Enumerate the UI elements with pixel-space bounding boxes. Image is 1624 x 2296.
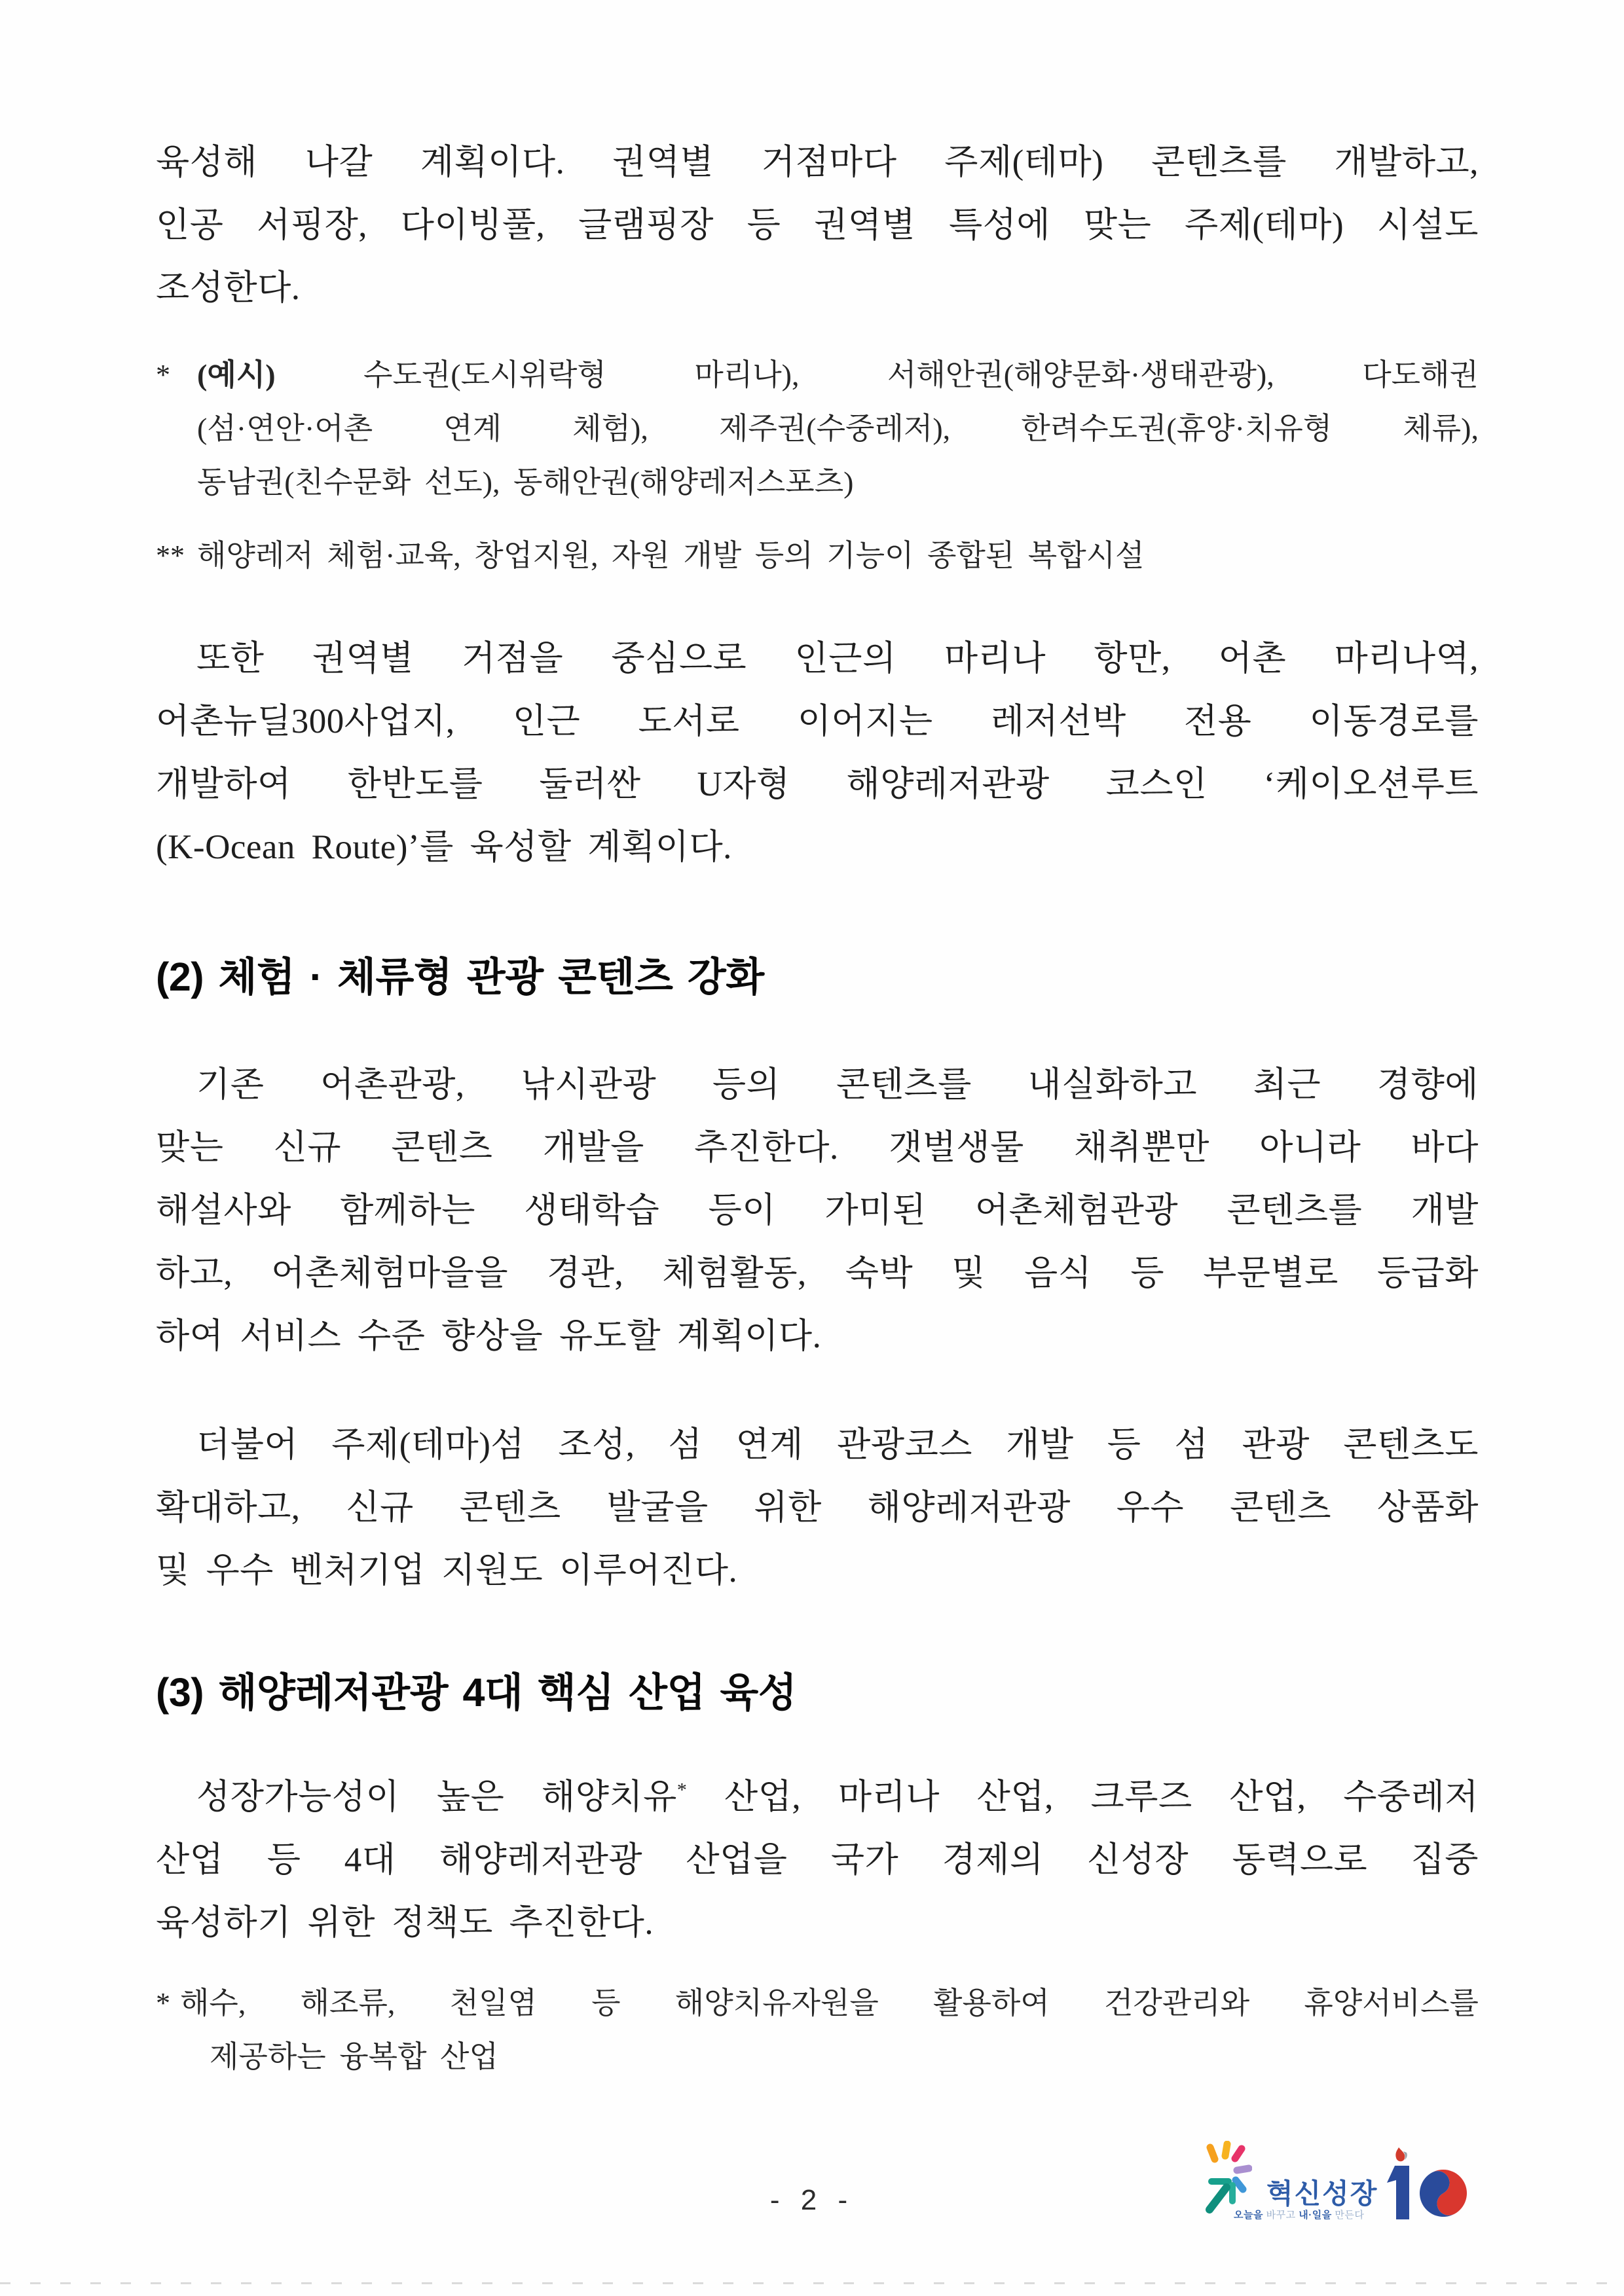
body-line: 어촌뉴딜300사업지, 인근 도서로 이어지는 레저선박 전용 이동경로를 (156, 702, 1479, 740)
footnote-marker: * (156, 1987, 170, 2019)
paragraph-region-plan (156, 131, 1479, 319)
starburst-arrow-icon (1205, 2141, 1252, 2214)
body-line: 확대하고, 신규 콘텐츠 발굴을 위한 해양레저관광 우수 콘텐츠 상품화 (156, 1489, 1479, 1527)
anniversary-100-icon (1383, 2146, 1477, 2226)
footnote-line: 해수, 해조류, 천일염 등 해양치유자원을 활용하여 건강관리와 휴양서비스를 (180, 1986, 1479, 2020)
footnote-label: (예시) (197, 358, 276, 392)
paragraph-experience-content (156, 1053, 1479, 1368)
body-line: 성장가능성이 높은 해양치유* 산업, 마리나 산업, 크루즈 산업, 수중레저 (196, 1778, 1479, 1816)
body-line: 또한 권역별 거점을 중심으로 인근의 마리나 항만, 어촌 마리나역, (196, 640, 1479, 678)
paragraph-k-ocean-route (156, 627, 1479, 879)
paragraph-core-industries (156, 1766, 1479, 1954)
footnote-marker: * (156, 359, 170, 391)
body-line: 하고, 어촌체험마을을 경관, 체험활동, 숙박 및 음식 등 부문별로 등급화 (156, 1254, 1479, 1292)
body-line: 인공 서핑장, 다이빙풀, 글램핑장 등 권역별 특성에 맞는 주제(테마) 시설도 (156, 206, 1479, 244)
footnote-body (197, 348, 1479, 509)
brand-tagline: 오늘을 바꾸고 내·일을 만든다 (1234, 2210, 1365, 2221)
innovation-growth-logo (1205, 2140, 1477, 2231)
body-line: 조성한다. (156, 269, 301, 307)
body-line: 기존 어촌관광, 낚시관광 등의 콘텐츠를 내실화하고 최근 경향에 (196, 1066, 1479, 1104)
footnote-line: (예시) 수도권(도시위락형 마리나), 서해안권(해양문화·생태관광), 다도해권 (197, 358, 1479, 392)
body-line: 육성하기 위한 정책도 추진한다. (156, 1904, 654, 1942)
body-line: 더불어 주제(테마)섬 조성, 섬 연계 관광코스 개발 등 섬 관광 콘텐츠도 (196, 1426, 1479, 1464)
footnote-facility (156, 529, 1479, 583)
body-line: 및 우수 벤처기업 지원도 이루어진다. (156, 1552, 738, 1590)
scan-artifact-line (0, 2282, 1624, 2284)
footnote-line: (섬·연안·어촌 연계 체험), 제주권(수중레저), 한려수도권(휴양·치유형 체류), (197, 412, 1479, 445)
section-heading-2: (2) 체험 · 체류형 관광 콘텐츠 강화 (156, 955, 764, 999)
footnote-line: 해양레저 체험·교육, 창업지원, 자원 개발 등의 기능이 종합된 복합시설 (197, 539, 1145, 572)
paragraph-island-content (156, 1413, 1479, 1602)
body-line: 산업 등 4대 해양레저관광 산업을 국가 경제의 신성장 동력으로 집중 (156, 1841, 1479, 1879)
footnote-marine-healing (156, 1977, 1479, 2084)
page-number: - 2 - (769, 2184, 855, 2216)
body-line: 맞는 신규 콘텐츠 개발을 추진한다. 갯벌생물 채취뿐만 아니라 바다 (156, 1129, 1479, 1167)
footnote-body (180, 1977, 1479, 2084)
body-line: (K-Ocean Route)’를 육성할 계획이다. (156, 828, 732, 866)
brand-text: 혁신성장 (1266, 2178, 1378, 2209)
footnote-marker: ** (156, 539, 185, 572)
footnote-body (197, 529, 1479, 583)
document-content (156, 131, 1479, 2084)
footnote-line: 제공하는 융복합 산업 (210, 2040, 498, 2073)
body-line: 해설사와 함께하는 생태학습 등이 가미된 어촌체험관광 콘텐츠를 개발 (156, 1192, 1479, 1230)
body-line: 하여 서비스 수준 향상을 유도할 계획이다. (156, 1317, 822, 1355)
section-heading-3: (3) 해양레저관광 4대 핵심 산업 육성 (156, 1670, 797, 1715)
body-line: 육성해 나갈 계획이다. 권역별 거점마다 주제(테마) 콘텐츠를 개발하고, (156, 143, 1479, 181)
footnote-line: 동남권(친수문화 선도), 동해안권(해양레저스포츠) (197, 465, 854, 499)
body-line: 개발하여 한반도를 둘러싼 U자형 해양레저관광 코스인 ‘케이오션루트 (156, 765, 1479, 803)
footnote-reference-star: * (676, 1779, 688, 1801)
footnote-example (156, 348, 1479, 509)
